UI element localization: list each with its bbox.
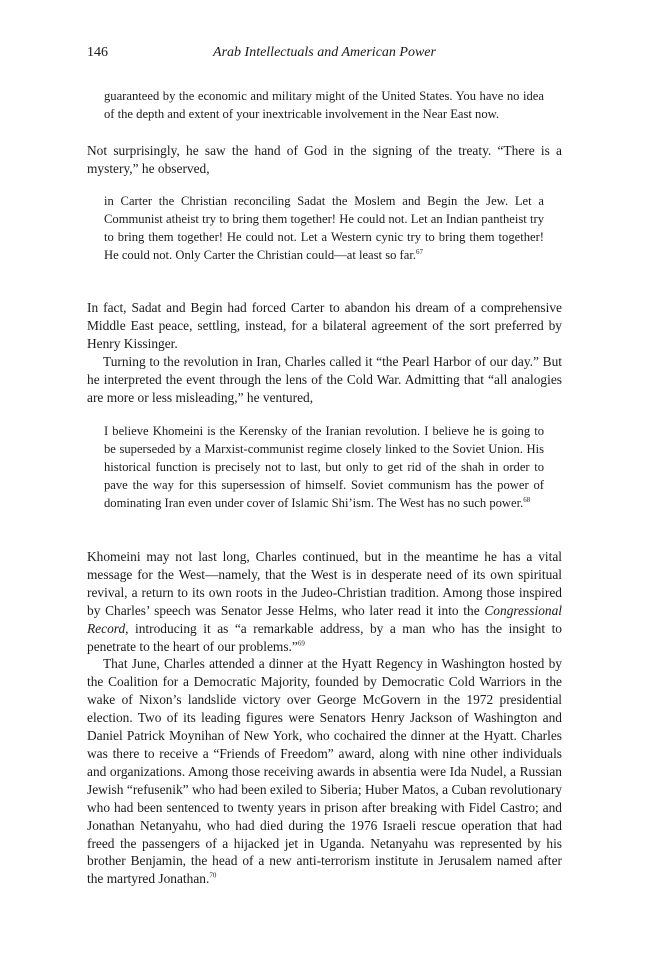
block-quote-2 [104,193,544,265]
page-number: 146 [87,45,108,60]
quote-3-paragraph [104,423,544,513]
running-title: Arab Intellectuals and American Power [213,45,436,60]
paragraph-5-text: That June, Charles attended a dinner at the Hyatt Regency in Washington hosted by the Coalition for a Democratic Majority, founded by Democratic Cold Warriors in the wake of Nixon’s landslide victory over George McGovern in the 1972 presidential election. Two of its leading figures were Senators Henry Jackson of Washington and Daniel Patrick Moynihan of New York, who cochaired the dinner at the Hyatt. Charles was there to receive a “Friends of Freedom” award, along with nine other individuals and organizations. Among those receiving awards in absentia were Ida Nudel, a Russian Jewish “refusenik” who had been exiled to Siberia; Huber Matos, a Cuban revolutionary who had been sentenced to twenty years in prison after breaking with Fidel Castro; and Jonathan Netanyahu, who had died during the 1976 Israeli rescue operation that had freed the passengers of a hijacked jet in Uganda. Netanyahu was represented by his brother Benjamin, the head of a new anti-terrorism institute in Jerusalem named after the martyred Jonathan. [87,656,562,887]
quote-1-text: guaranteed by the economic and military might of the United States. You have no idea of the depth and extent of your inextricable involvement in the Near East now. [104,89,544,121]
paragraph-4-5 [87,548,562,888]
footnote-ref-70: 70 [209,871,217,880]
paragraph-4-text-a: Khomeini may not last long, Charles continued, but in the meantime he has a vital message for the West—namely, that the West is in desperate need of its own spiritual revival, a return to its own roots in the Judeo-Christian tradition. Among those inspired by Charles’ speech was Senator Jesse Helms, who later read it into the [87,549,562,618]
quote-2-text: in Carter the Christian reconciling Sadat the Moslem and Begin the Jew. Let a Communist atheist try to bring them together! He could not. Let an Indian pantheist try to bring them together! He could not. Let a Western cynic try to bring them together! He could not. Only Carter the Christian could—at least so far. [104,194,544,262]
paragraph-2-3 [87,299,562,406]
block-quote-1 [104,88,544,124]
paragraph-3-text: Turning to the revolution in Iran, Charles called it “the Pearl Harbor of our day.” But he interpreted the event through the lens of the Cold War. Admitting that “all analogies are more or less misleading,” he ventured, [87,353,562,405]
paragraph-5 [87,655,562,888]
quote-3-text: I believe Khomeini is the Kerensky of the Iranian revolution. I believe he is going to be superseded by a Marxist-communist regime closely linked to the Soviet Union. His historical function is precisely not to last, but only to get rid of the shah in order to pave the way for this supersession of himself. Soviet communism has the power of dominating Iran even under cover of Islamic Shi’ism. The West has no such power. [104,424,544,510]
paragraph-2-text: In fact, Sadat and Begin had forced Carter to abandon his dream of a comprehensive Middle East peace, settling, instead, for a bilateral agreement of the sort preferred by Henry Kissinger. [87,300,562,351]
paragraph-1-text: Not surprisingly, he saw the hand of God in the signing of the treaty. “There is a mystery,” he observed, [87,143,562,176]
paragraph-4 [87,548,562,655]
paragraph-4-text-b: , introducing it as “a remarkable address, by a man who has the insight to penetrate to the heart of our problems.” [87,620,562,654]
footnote-ref-69: 69 [297,639,305,648]
congressional-record-title: Congressional Record [87,602,562,636]
quote-2-paragraph [104,193,544,265]
block-quote-3 [104,423,544,513]
footnote-ref-67: 67 [415,247,423,256]
paragraph-1 [87,142,562,178]
footnote-ref-68: 68 [523,495,531,504]
